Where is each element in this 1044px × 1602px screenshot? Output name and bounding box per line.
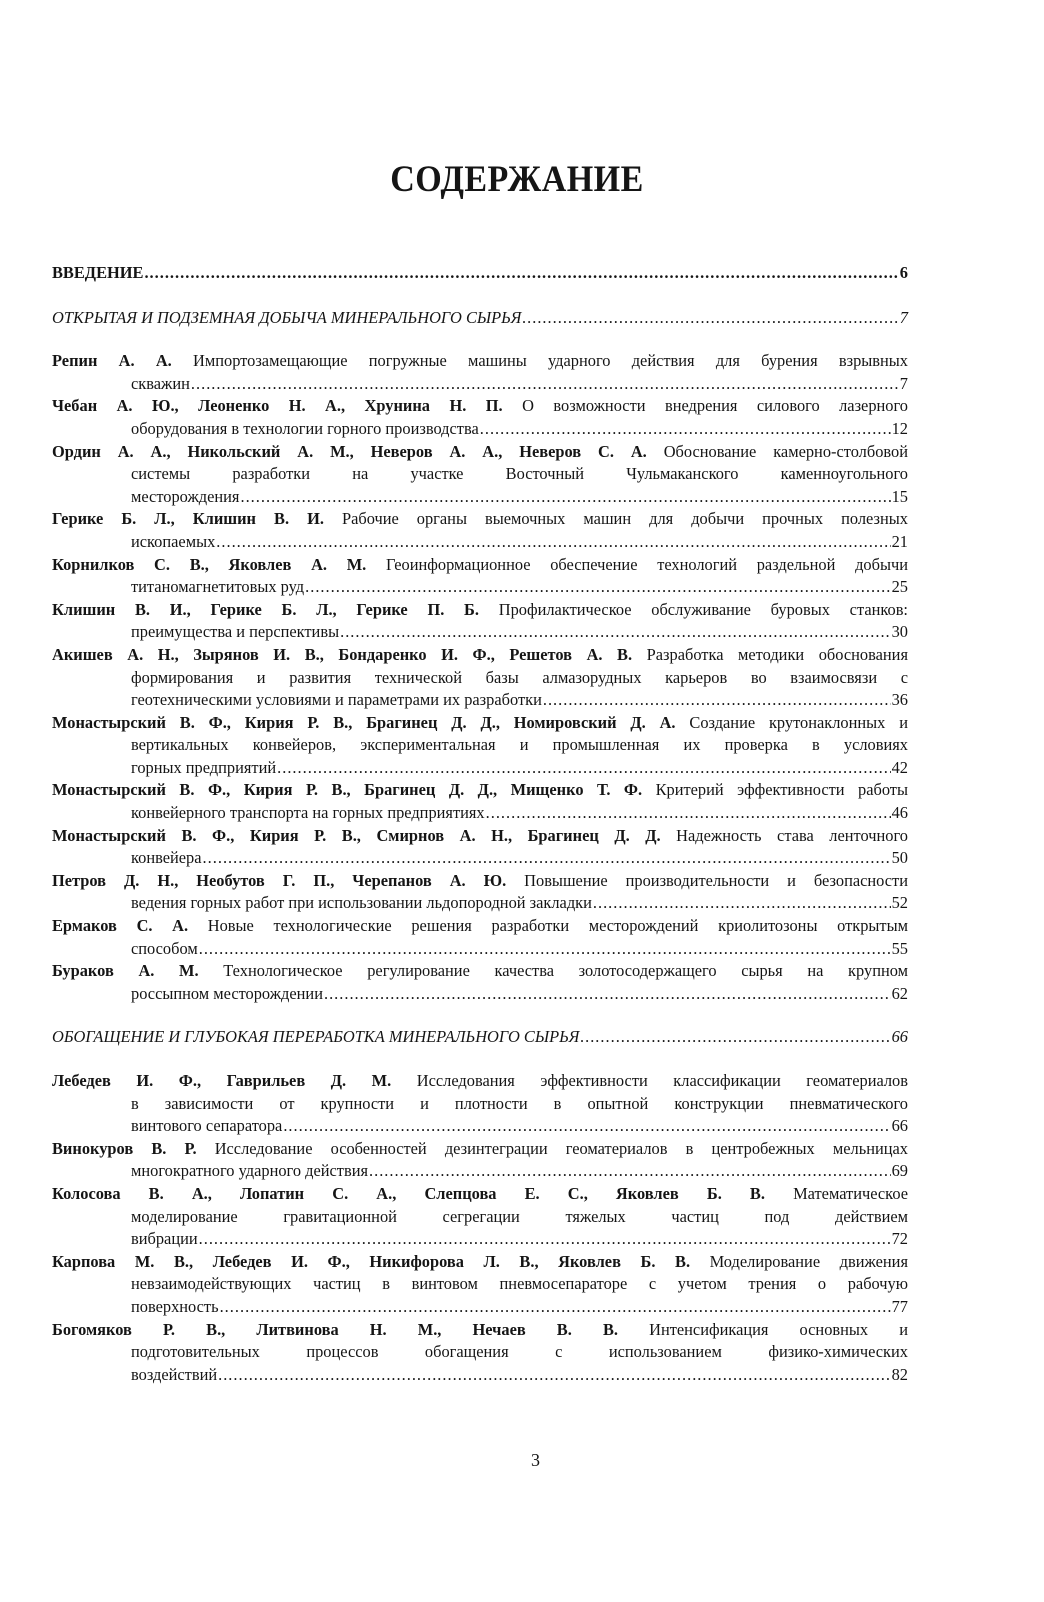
entry-authors: Акишев А. Н., Зырянов И. В., Бондаренко И. Ф., Решетов А. В. — [52, 644, 633, 664]
toc-intro-row[interactable] — [52, 262, 908, 285]
entry-title-text: ископаемых — [131, 531, 216, 551]
page-ref: 66 — [891, 1116, 908, 1136]
page-ref: 7 — [899, 373, 908, 393]
entry-title-text: многократного ударного действия — [131, 1161, 369, 1181]
entry-authors: Репин А. А. — [52, 351, 172, 371]
entry-title-text: в зависимости от крупности и плотности в опытной конструкции пневматического — [131, 1093, 908, 1113]
toc-entry[interactable] — [52, 1319, 908, 1387]
entry-title-text: Разработка методики обоснования — [646, 644, 908, 664]
entry-authors: Монастырский В. Ф., Кирия Р. В., Смирнов А. Н., Брагинец Д. Д. — [52, 825, 661, 845]
entry-title-text: Рабочие органы выемочных машин для добычи прочных полезных — [341, 509, 908, 529]
entry-title-text: Исследования эффективности классификации геоматериалов — [416, 1071, 908, 1090]
dot-leader — [580, 1026, 890, 1049]
dot-leader — [216, 531, 890, 554]
page-ref: 15 — [891, 486, 908, 506]
page-ref: 36 — [891, 690, 908, 710]
dot-leader — [218, 1364, 891, 1387]
entry-title-text: Математическое — [793, 1183, 908, 1203]
toc-entry[interactable] — [52, 508, 908, 553]
page-ref: 12 — [891, 418, 908, 438]
entry-title-text: скважин — [131, 373, 190, 393]
entry-title-text: ведения горных работ при использовании льдопородной закладки — [131, 893, 592, 913]
entry-authors: Ермаков С. А. — [52, 916, 189, 936]
entry-title-text: системы разработки на участке Восточный Чульмаканского каменноугольного — [131, 464, 908, 484]
entry-authors: Карпова М. В., Лебедев И. Ф., Никифорова Л. В., Яковлев Б. В. — [52, 1251, 691, 1271]
entry-title-text: поверхность — [131, 1296, 219, 1316]
toc-entry[interactable] — [52, 825, 908, 870]
entry-authors: Герике Б. Л., Клишин В. И. — [52, 509, 324, 529]
section-title: ОБОГАЩЕНИЕ И ГЛУБОКАЯ ПЕРЕРАБОТКА МИНЕРАЛЬНОГО СЫРЬЯ — [52, 1027, 580, 1047]
page-ref: 77 — [891, 1296, 908, 1316]
page-ref: 21 — [891, 531, 908, 551]
entry-title-text: моделирование гравитационной сегрегации тяжелых частиц под действием — [131, 1206, 908, 1226]
page-ref: 69 — [891, 1161, 908, 1181]
entry-title-text: Обоснование камерно-столбовой — [663, 441, 908, 461]
entry-title-text: Исследование особенностей дезинтеграции геоматериалов в центробежных мельницах — [214, 1138, 908, 1158]
dot-leader — [340, 621, 891, 644]
table-of-contents — [52, 262, 908, 1386]
page-ref: 72 — [891, 1229, 908, 1249]
dot-leader — [144, 262, 898, 285]
entry-title-text: оборудования в технологии горного производства — [131, 418, 479, 438]
entry-title-text: Критерий эффективности работы — [655, 780, 908, 800]
entry-title-text: россыпном месторождении — [131, 983, 323, 1003]
entry-authors: Петров Д. Н., Необутов Г. П., Черепанов А. Ю. — [52, 870, 507, 890]
entry-title-text: Моделирование движения — [709, 1251, 908, 1271]
entry-title-text: способом — [131, 938, 198, 958]
entry-title-text: винтового сепаратора — [131, 1116, 283, 1136]
dot-leader — [324, 983, 891, 1006]
dot-leader — [220, 1296, 891, 1319]
page-ref: 66 — [891, 1027, 908, 1047]
entry-title-text: невзаимодействующих частиц в винтовом пневмосепараторе с учетом трения о рабочую — [131, 1274, 908, 1294]
entry-title-text: Интенсификация основных и — [649, 1319, 908, 1339]
toc-entry[interactable] — [52, 915, 908, 960]
entry-authors: Чебан А. Ю., Леоненко Н. А., Хрунина Н. П. — [52, 396, 503, 416]
entry-title-text: преимущества и перспективы — [131, 622, 340, 642]
entry-authors: Богомяков Р. В., Литвинова Н. М., Нечаев В. В. — [52, 1319, 618, 1339]
page-ref: 30 — [891, 622, 908, 642]
toc-section-row[interactable] — [52, 307, 908, 330]
dot-leader — [240, 486, 890, 509]
dot-leader — [199, 938, 891, 961]
page-ref: 55 — [891, 938, 908, 958]
entry-authors: Колосова В. А., Лопатин С. А., Слепцова Е. С., Яковлев Б. В. — [52, 1183, 765, 1203]
toc-entry[interactable] — [52, 870, 908, 915]
entry-title-text: Создание крутонаклонных и — [689, 712, 908, 732]
intro-label: ВВЕДЕНИЕ — [52, 263, 144, 282]
page-ref: 62 — [891, 983, 908, 1003]
toc-entry[interactable] — [52, 644, 908, 712]
dot-leader — [305, 576, 890, 599]
entry-title-text: вибрации — [131, 1229, 198, 1249]
entry-title-text: Импортозамещающие погружные машины ударного действия для бурения взрывных — [193, 351, 908, 371]
entry-authors: Бураков А. М. — [52, 961, 199, 981]
section-title: ОТКРЫТАЯ И ПОДЗЕМНАЯ ДОБЫЧА МИНЕРАЛЬНОГО СЫРЬЯ — [52, 307, 522, 327]
dot-leader — [199, 1228, 891, 1251]
page-ref: 7 — [899, 307, 908, 327]
entry-authors: Клишин В. И., Герике Б. Л., Герике П. Б. — [52, 599, 479, 619]
toc-entry[interactable] — [52, 554, 908, 599]
toc-entry[interactable] — [52, 1251, 908, 1319]
entry-title-text: геотехническими условиями и параметрами их разработки — [131, 690, 542, 710]
entry-authors: Лебедев И. Ф., Гаврильев Д. М. — [52, 1071, 392, 1090]
entry-title-text: Повышение производительности и безопасности — [524, 870, 908, 890]
entry-authors: Монастырский В. Ф., Кирия Р. В., Брагинец Д. Д., Номировский Д. А. — [52, 712, 676, 732]
page-title: СОДЕРЖАНИЕ — [390, 159, 644, 200]
entry-authors: Ордин А. А., Никольский А. М., Неверов А. А., Неверов С. А. — [52, 441, 647, 461]
entry-title-text: подготовительных процессов обогащения с использованием физико-химических — [131, 1342, 908, 1362]
toc-entry[interactable] — [52, 712, 908, 780]
toc-entry[interactable] — [52, 960, 908, 1005]
entry-title-text: конвейера — [131, 848, 202, 868]
entry-authors: Монастырский В. Ф., Кирия Р. В., Брагинец Д. Д., Мищенко Т. Ф. — [52, 780, 643, 800]
entry-title-text: титаномагнетитовых руд — [131, 577, 305, 597]
entry-title-text: воздействий — [131, 1364, 218, 1384]
page-ref: 42 — [891, 757, 908, 777]
section-entries — [52, 1070, 908, 1386]
toc-entry[interactable] — [52, 441, 908, 509]
dot-leader — [369, 1160, 891, 1183]
entry-authors: Винокуров В. Р. — [52, 1138, 197, 1158]
dot-leader — [480, 418, 891, 441]
page-ref: 6 — [899, 263, 908, 282]
page-ref: 82 — [891, 1364, 908, 1384]
entry-title-text: вертикальных конвейеров, экспериментальная и промышленная их проверка в условиях — [131, 735, 908, 755]
dot-leader — [277, 757, 890, 780]
page-ref: 50 — [891, 848, 908, 868]
page-ref: 52 — [891, 893, 908, 913]
entry-title-text: Новые технологические решения разработки месторождений криолитозоны открытым — [207, 916, 908, 936]
entry-title-text: горных предприятий — [131, 757, 277, 777]
toc-entry[interactable] — [52, 395, 908, 440]
entry-title-text: О возможности внедрения силового лазерного — [522, 396, 908, 416]
entry-title-text: Надежность става ленточного — [676, 825, 908, 845]
dot-leader — [522, 307, 898, 330]
entry-title-text: месторождения — [131, 486, 240, 506]
toc-entry[interactable] — [52, 350, 908, 395]
entry-title-text: Технологическое регулирование качества золотосодержащего сырья на крупном — [223, 961, 908, 981]
page-ref: 46 — [891, 803, 908, 823]
entry-title-text: формирования и развития технической базы алмазорудных карьеров во взаимосвязи с — [131, 667, 908, 687]
dot-leader — [203, 847, 891, 870]
entry-title-text: Профилактическое обслуживание буровых станков: — [498, 599, 908, 619]
dot-leader — [486, 802, 891, 825]
toc-section-row[interactable] — [52, 1026, 908, 1049]
toc-entry[interactable] — [52, 1138, 908, 1183]
toc-entry[interactable] — [52, 1183, 908, 1251]
toc-entry[interactable] — [52, 1070, 908, 1138]
entry-title-text: конвейерного транспорта на горных предприятиях — [131, 803, 485, 823]
dot-leader — [283, 1115, 890, 1138]
section-entries — [52, 350, 908, 1005]
page-number: 3 — [531, 1450, 540, 1470]
dot-leader — [593, 892, 891, 915]
entry-authors: Корнилков С. В., Яковлев А. М. — [52, 554, 367, 574]
toc-entry[interactable] — [52, 599, 908, 644]
page-ref: 25 — [891, 577, 908, 597]
toc-entry[interactable] — [52, 779, 908, 824]
dot-leader — [543, 689, 891, 712]
entry-title-text: Геоинформационное обеспечение технологий раздельной добычи — [386, 554, 908, 574]
dot-leader — [191, 373, 899, 396]
